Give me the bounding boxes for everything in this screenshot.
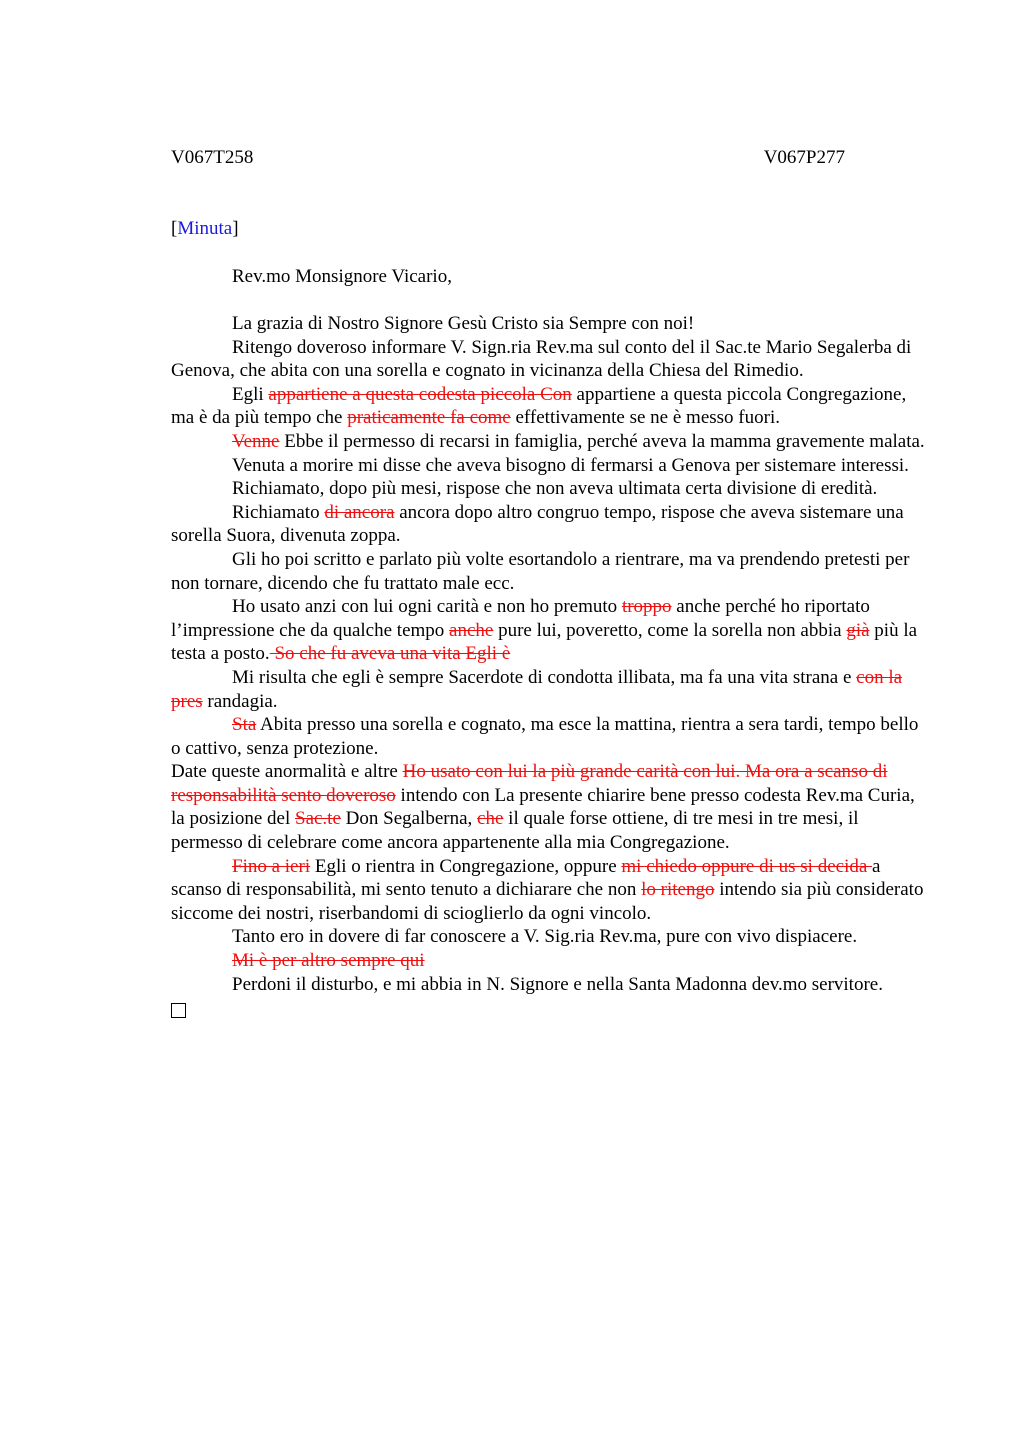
left-code: V067T258: [171, 147, 254, 168]
paragraph-text: ancora dopo altro congruo tempo, rispose che aveva sistemare una sorella Suora, divenuta zoppa.: [171, 501, 904, 547]
paragraph-text: La grazia di Nostro Signore Gesù Cristo sia Sempre con noi!: [232, 313, 695, 334]
paragraph-text: appartiene a questa piccola Congregazione, ma è da più tempo che: [171, 383, 907, 429]
deleted-text: appartiene a questa codesta piccola Con: [268, 383, 572, 405]
letter-paragraph: [171, 760, 931, 854]
paragraph-text: intendo con La presente chiarire bene presso codesta Rev.ma Curia, la posizione del: [171, 784, 915, 830]
paragraph-text: Gli ho poi scritto e parlato più volte esortandolo a rientrare, ma va prendendo pretesti per non tornare, dicendo che fu trattato male ecc.: [171, 548, 910, 594]
letter-paragraph: [171, 713, 931, 760]
paragraph-text: effettivamente se ne è messo fuori.: [510, 407, 780, 429]
document-codes: [171, 146, 845, 170]
letter-paragraph: [171, 973, 931, 997]
deleted-text: già: [846, 619, 870, 641]
paragraph-text: anche perché ho riportato l’impressione che da qualche tempo: [171, 596, 870, 641]
paragraph-text: Don Segalberna,: [340, 808, 478, 830]
letter-paragraph: [171, 336, 931, 383]
deleted-text: Sac.te: [295, 808, 341, 830]
paragraph-text: Ritengo doveroso informare V. Sign.ria Rev.ma sul conto del il Sac.te Mario Segalerba di Genova, che abita con una sorella e cognato in vicinanza della Chiesa del Rimedio.: [171, 336, 912, 382]
minuta-label: [171, 217, 931, 241]
letter-paragraph: [171, 949, 931, 973]
paragraph-text: Richiamato, dopo più mesi, rispose che non aveva ultimata certa divisione di eredità.: [232, 478, 878, 500]
deleted-text: che: [477, 808, 504, 830]
deleted-text: troppo: [621, 596, 672, 618]
deleted-text: So che fu aveva una vita Egli è: [269, 643, 511, 665]
letter-paragraph: [171, 666, 931, 713]
letter-paragraph: [171, 477, 931, 501]
paragraph-text: Ebbe il permesso di recarsi in famiglia, perché aveva la mamma gravemente malata.: [279, 430, 925, 452]
letter-body: [171, 312, 931, 996]
paragraph-text: randagia.: [202, 690, 278, 712]
end-mark: [171, 996, 931, 1018]
paragraph-text: Richiamato: [232, 501, 325, 523]
minuta-link[interactable]: Minuta: [177, 218, 233, 239]
minuta-close-bracket: ]: [232, 218, 239, 239]
deleted-text: Fino a ieri: [232, 855, 311, 877]
deleted-text: Sta: [232, 714, 257, 736]
letter-paragraph: [171, 383, 931, 430]
paragraph-text: Tanto ero in dovere di far conoscere a V. Sig.ria Rev.ma, pure con vivo dispiacere.: [232, 926, 858, 948]
letter-paragraph: [171, 430, 931, 454]
deleted-text: mi chiedo oppure di us si decida: [621, 855, 873, 877]
paragraph-text: Perdoni il disturbo, e mi abbia in N. Signore e nella Santa Madonna dev.mo servitore.: [232, 973, 883, 995]
right-code: V067P277: [763, 147, 845, 168]
deleted-text: Mi è per altro sempre qui: [232, 950, 425, 972]
paragraph-text: Mi risulta che egli è sempre Sacerdote di condotta illibata, ma fa una vita strana e: [232, 666, 857, 688]
paragraph-text: Venuta a morire mi disse che aveva bisogno di fermarsi a Genova per sistemare interessi.: [232, 454, 909, 476]
paragraph-text: a scanso di responsabilità, mi sento tenuto a dichiarare che non: [171, 855, 881, 901]
document-page: [171, 146, 931, 1018]
letter-paragraph: [171, 925, 931, 949]
letter-paragraph: [171, 501, 931, 548]
minuta-open-bracket: [: [171, 218, 178, 239]
letter-paragraph: [171, 855, 931, 926]
paragraph-text: Egli o rientra in Congregazione, oppure: [310, 855, 622, 877]
deleted-text: praticamente fa come: [347, 407, 511, 429]
letter-paragraph: [171, 312, 931, 336]
deleted-text: di ancora: [324, 501, 395, 523]
deleted-text: Ho usato con lui la più grande carità con lui. Ma ora a scanso di responsabilità sento doveroso: [171, 761, 888, 806]
paragraph-text: Egli: [232, 383, 269, 405]
paragraph-text: pure lui, poveretto, come la sorella non abbia: [493, 619, 847, 641]
paragraph-text: più la testa a posto.: [171, 619, 918, 665]
square-box-icon: [171, 1003, 186, 1018]
letter-paragraph: [171, 454, 931, 478]
paragraph-text: Ho usato anzi con lui ogni carità e non ho premuto: [232, 596, 622, 618]
deleted-text: con la pres: [171, 666, 903, 712]
paragraph-text: Date queste anormalità e altre: [171, 761, 403, 783]
deleted-text: anche: [449, 619, 494, 641]
letter-paragraph: [171, 548, 931, 595]
paragraph-text: intendo sia più considerato siccome dei nostri, riserbandomi di scioglierlo da ogni vincolo.: [171, 879, 924, 924]
deleted-text: Venne: [232, 430, 280, 452]
letter-paragraph: [171, 595, 931, 666]
salutation: Rev.mo Monsignore Vicario,: [232, 266, 452, 287]
paragraph-text: il quale forse ottiene, di tre mesi in tre mesi, il permesso di celebrare come ancora appartenente alla mia Congregazione.: [171, 808, 859, 854]
deleted-text: lo ritengo: [641, 879, 715, 901]
paragraph-text: Abita presso una sorella e cognato, ma esce la mattina, rientra a sera tardi, tempo bello o cattivo, senza protezione.: [171, 714, 919, 759]
